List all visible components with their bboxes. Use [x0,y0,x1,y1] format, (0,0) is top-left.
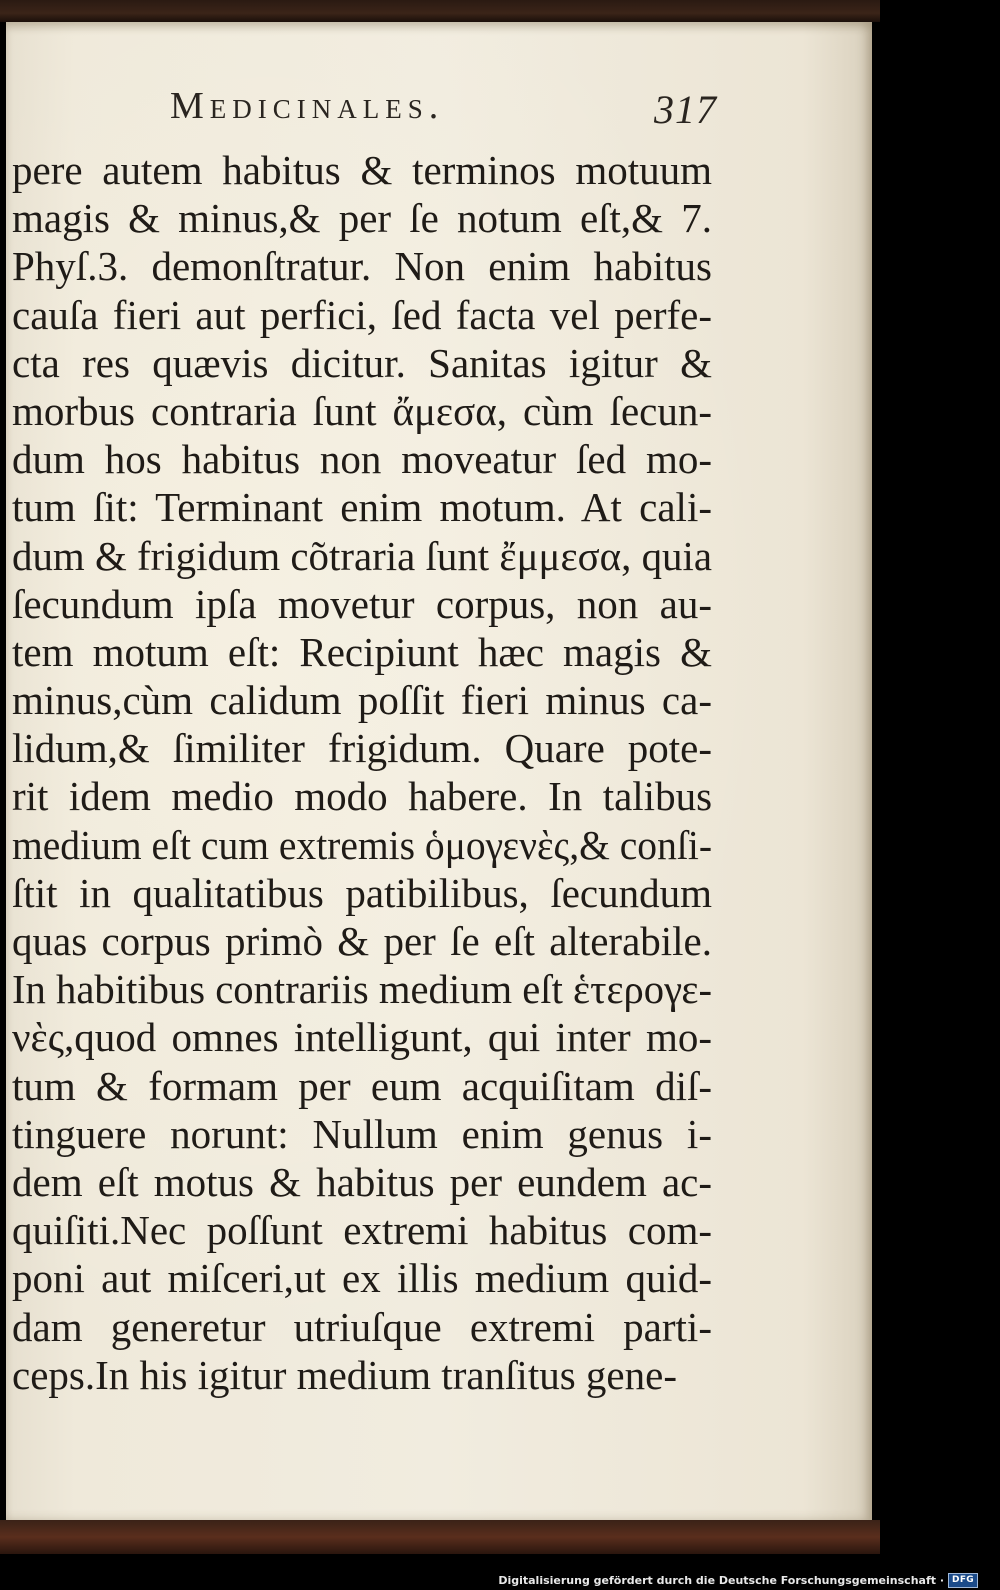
text-line [12,146,712,194]
book-page [6,22,872,1520]
text-line [12,724,712,772]
text-line [12,628,712,676]
text-line-content: In habitibus contrariis medium eſt ἑτερογε- [12,966,713,1013]
book-bottom-edge [0,1520,880,1554]
body-text [12,146,712,1399]
text-line [12,965,712,1013]
text-line [12,435,712,483]
text-line [12,532,712,580]
text-line-content: dam generetur utriuſque extremi parti- [12,1303,712,1350]
text-line [12,676,712,724]
text-line-content: ſtit in qualitatibus patibilibus, ſecundum [12,869,712,916]
text-line-content: poni aut miſceri,ut ex illis medium quid- [12,1255,712,1302]
text-line [12,869,712,917]
text-line-content: minus,cùm calidum poſſit fieri minus ca- [12,677,712,724]
text-line [12,1206,712,1254]
text-line [12,917,712,965]
text-line-content: ſecundum ipſa movetur corpus, non au- [12,580,712,627]
book-top-edge [0,0,880,22]
text-line-content: dum hos habitus non moveatur ſed mo- [12,436,713,483]
text-line-content: tinguere norunt: Nullum enim genus i- [12,1110,712,1157]
text-line-content: quas corpus primò & per ſe eſt alterabile. [12,918,712,964]
text-line-content: pere autem habitus & terminos motuum [12,147,713,193]
text-line-content: ceps.In his igitur medium tranſitus gene- [12,1351,677,1398]
text-line [12,483,712,531]
page-number: 317 [654,87,717,132]
text-line-content: magis & minus,& per ſe notum eſt,& 7. [12,195,712,242]
text-line [12,1062,712,1110]
text-line-content: νὲς,quod omnes intelligunt, qui inter mo- [12,1014,712,1061]
digitization-credit: Digitalisierung gefördert durch die Deutsche Forschungsgemeinschaft · [498,1574,944,1587]
text-line-content: dem eſt motus & habitus per eundem ac- [12,1158,713,1205]
text-line-content: morbus contraria ſunt ἄμεσα, cùm ſecun- [12,387,713,434]
text-line [12,580,712,628]
text-line [12,194,712,242]
page-header [6,84,872,144]
text-line [12,291,712,339]
text-line-content: tum ſit: Terminant enim motum. At cali- [12,484,712,531]
text-line [12,1110,712,1158]
text-line-content: cauſa fieri aut perfici, ſed facta vel perfe- [12,291,713,338]
text-line [12,1351,712,1399]
text-line [12,1303,712,1351]
text-line-content: medium eſt cum extremis ὁμογενὲς,& conſi- [12,821,712,868]
text-line [12,1013,712,1061]
text-line-content: dum & frigidum cõtraria ſunt ἔμμεσα, quia [12,532,713,579]
running-title: Medicinales. [170,85,445,127]
text-line-content: Phyſ.3. demonſtratur. Non enim habitus [12,243,712,290]
text-line-content: tum & formam per eum acquiſitam diſ- [12,1062,713,1109]
text-line [12,1254,712,1302]
text-line [12,387,712,435]
text-line [12,821,712,869]
dfg-logo: DFG [948,1573,978,1588]
text-line-content: cta res quævis dicitur. Sanitas igitur & [12,339,712,386]
text-line [12,772,712,820]
text-line-content: tem motum eſt: Recipiunt hæc magis & [12,628,712,675]
text-line [12,1158,712,1206]
text-line [12,242,712,290]
text-line-content: quiſiti.Nec poſſunt extremi habitus com- [12,1207,713,1254]
text-line-content: lidum,& ſimiliter frigidum. Quare pote- [12,725,712,772]
text-line [12,339,712,387]
text-line-content: rit idem medio modo habere. In talibus [12,773,713,820]
